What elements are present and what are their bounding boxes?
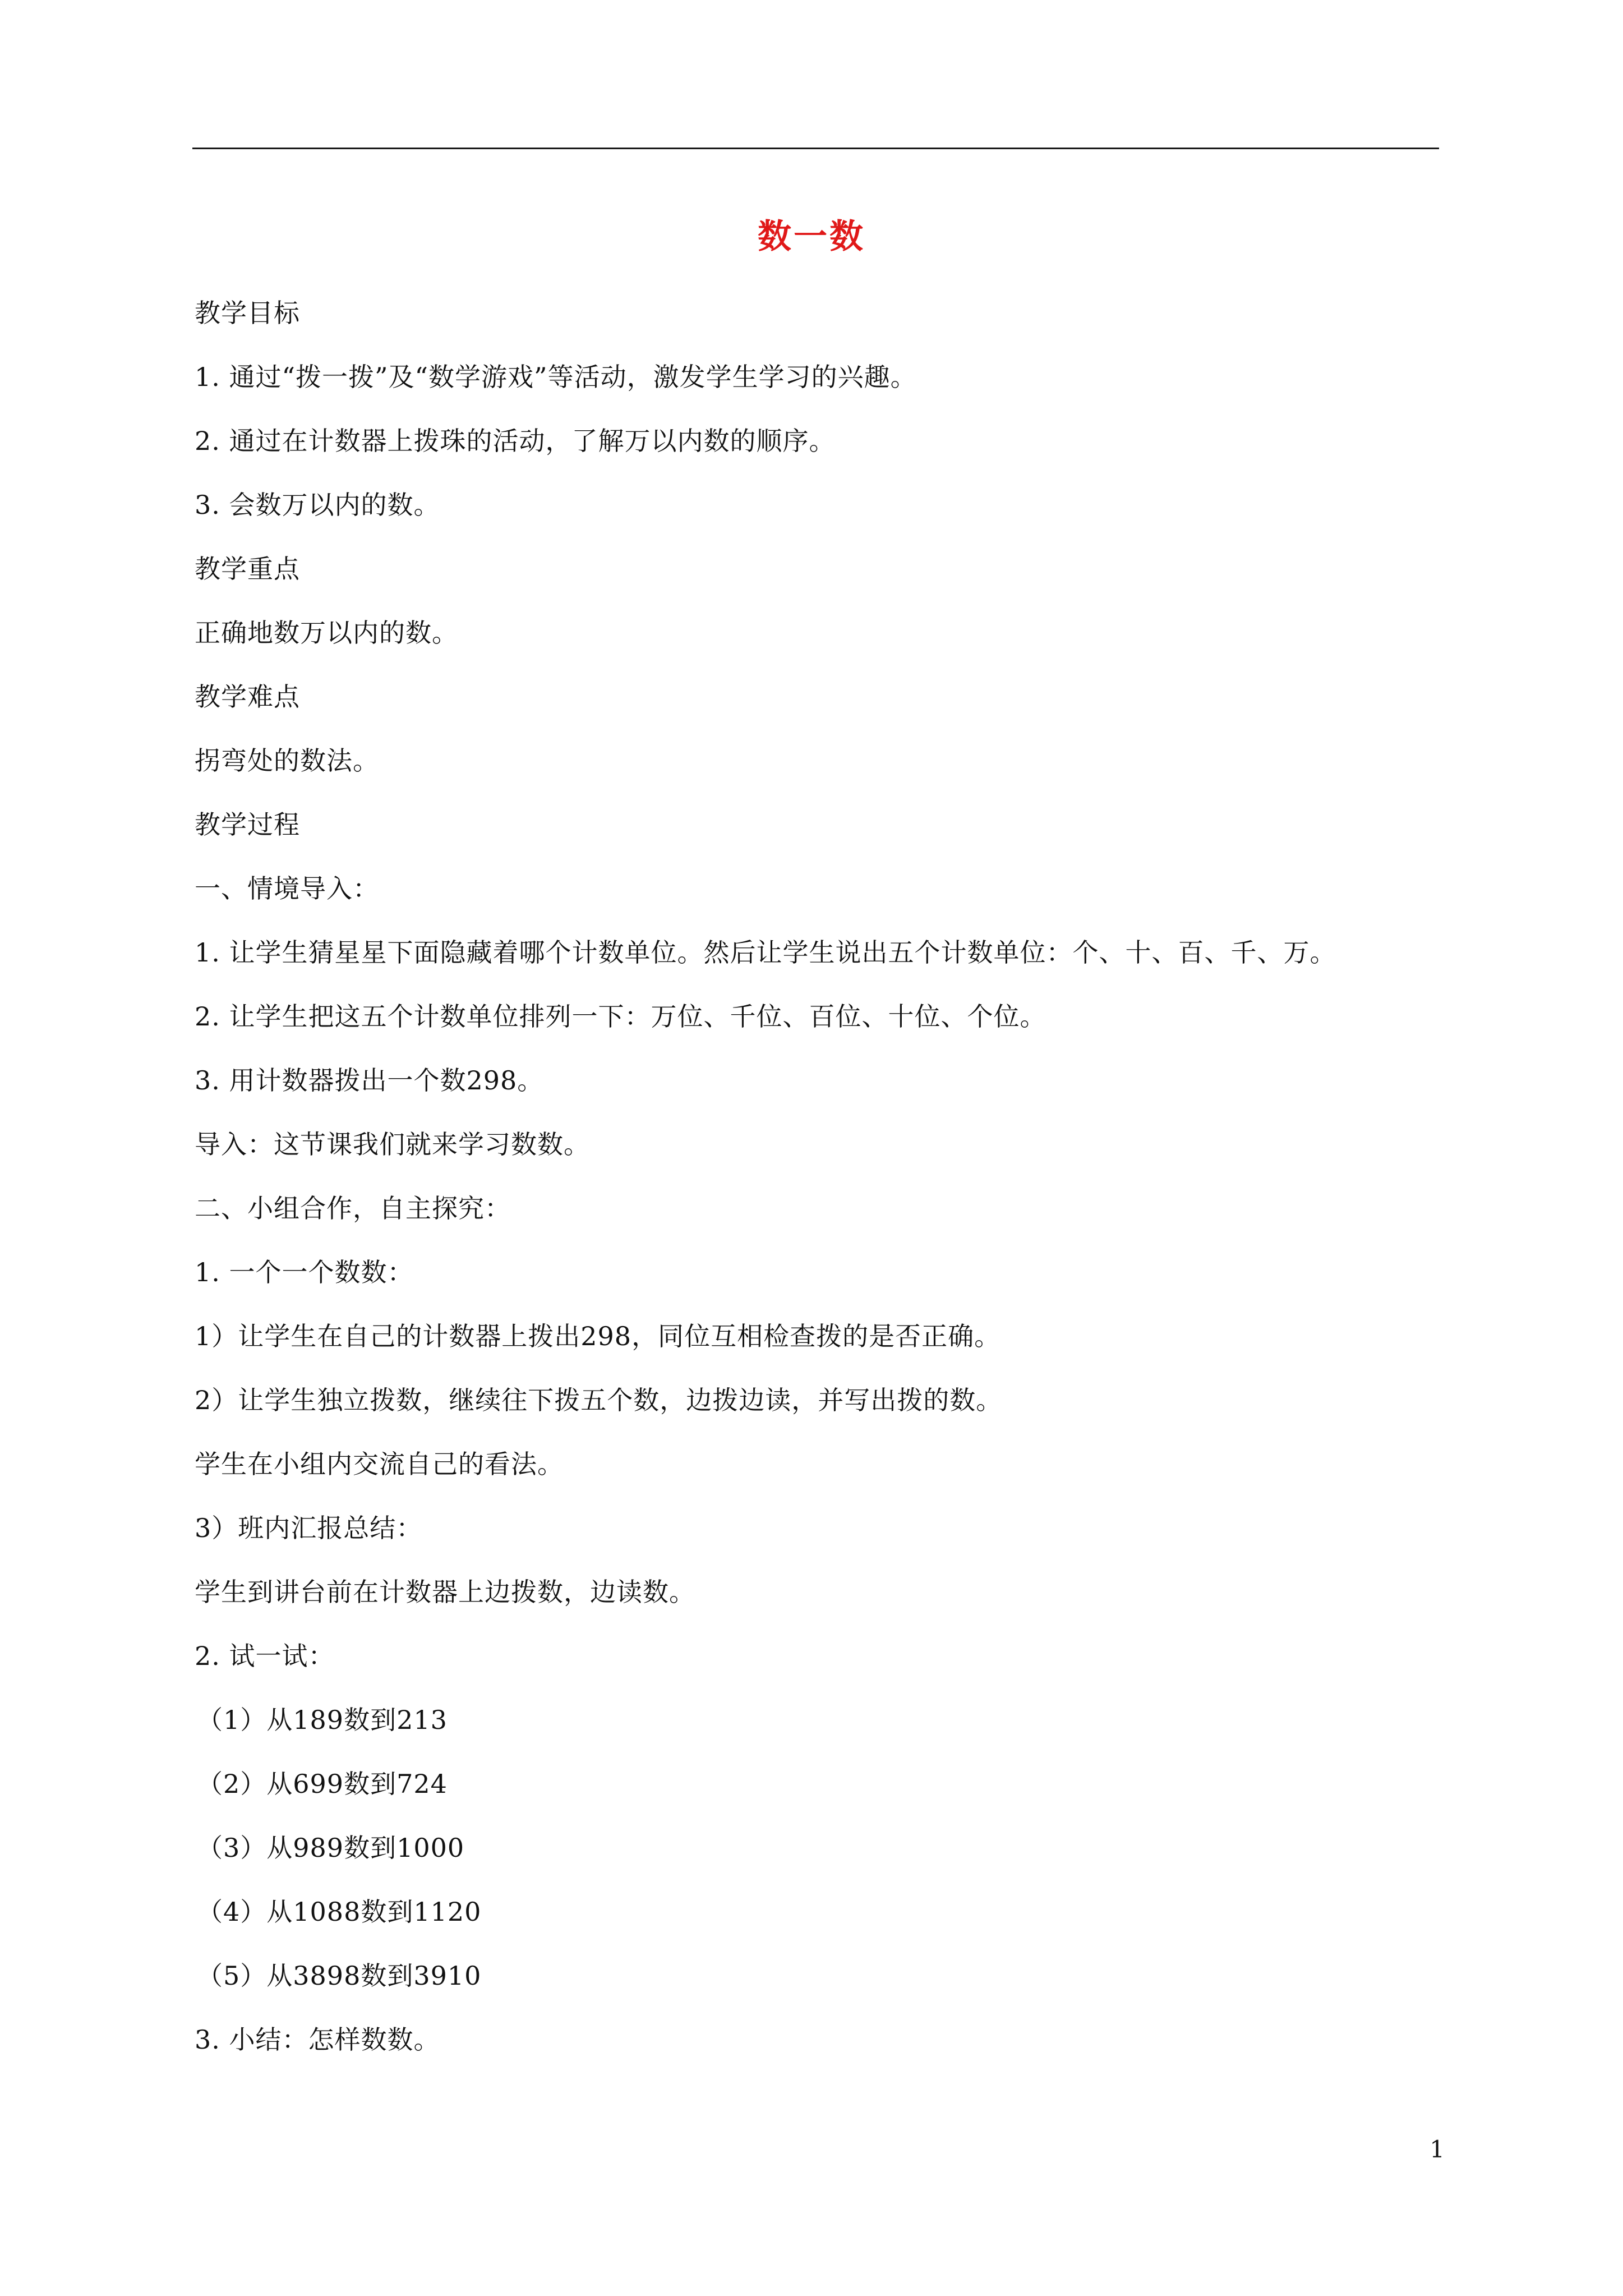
- intro-step-2: 2. 让学生把这五个计数单位排列一下：万位、千位、百位、十位、个位。: [195, 1001, 1046, 1032]
- section-heading-difficulties: 教学难点: [195, 682, 300, 712]
- objective-item-2: 2. 通过在计数器上拨珠的活动，了解万以内数的顺序。: [195, 426, 836, 456]
- exercise-item-5: （5）从3898数到3910: [197, 1961, 482, 1991]
- explore-substep-3: 3）班内汇报总结：: [195, 1513, 423, 1543]
- section-heading-process: 教学过程: [195, 809, 300, 840]
- intro-step-1: 1. 让学生猜星星下面隐藏着哪个计数单位。然后让学生说出五个计数单位：个、十、百、千、万。: [195, 937, 1336, 968]
- explore-substep-2: 2）让学生独立拨数，继续往下拨五个数，边拨边读，并写出拨的数。: [195, 1385, 1003, 1415]
- section-heading-key-points: 教学重点: [195, 554, 300, 584]
- exercise-item-4: （4）从1088数到1120: [197, 1897, 482, 1927]
- header-rule: [192, 148, 1439, 149]
- explore-activity: 学生到讲台前在计数器上边拨数，边读数。: [195, 1577, 695, 1607]
- process-part-2-heading: 二、小组合作，自主探究：: [195, 1193, 511, 1223]
- key-point-text: 正确地数万以内的数。: [195, 618, 458, 648]
- explore-note: 学生在小组内交流自己的看法。: [195, 1449, 564, 1479]
- intro-step-3: 3. 用计数器拨出一个数298。: [195, 1065, 544, 1096]
- document-title: 数一数: [758, 217, 865, 256]
- exercise-item-1: （1）从189数到213: [197, 1705, 448, 1735]
- exercise-item-2: （2）从699数到724: [197, 1769, 448, 1799]
- explore-substep-1: 1）让学生在自己的计数器上拨出298，同位互相检查拨的是否正确。: [195, 1321, 1001, 1351]
- process-part-1-heading: 一、情境导入：: [195, 873, 379, 904]
- exercise-item-3: （3）从989数到1000: [197, 1833, 465, 1863]
- intro-summary: 导入：这节课我们就来学习数数。: [195, 1129, 590, 1159]
- section-heading-objectives: 教学目标: [195, 298, 300, 328]
- objective-item-1: 1. 通过“拨一拨”及“数学游戏”等活动，激发学生学习的兴趣。: [195, 362, 917, 392]
- difficulty-text: 拐弯处的数法。: [195, 746, 379, 776]
- explore-step-1: 1. 一个一个数数：: [195, 1257, 414, 1287]
- explore-step-2: 2. 试一试：: [195, 1641, 335, 1671]
- page-number: 1: [1430, 2136, 1445, 2163]
- explore-step-3: 3. 小结：怎样数数。: [195, 2024, 440, 2055]
- objective-item-3: 3. 会数万以内的数。: [195, 490, 440, 520]
- document-body: [195, 295, 1451, 2085]
